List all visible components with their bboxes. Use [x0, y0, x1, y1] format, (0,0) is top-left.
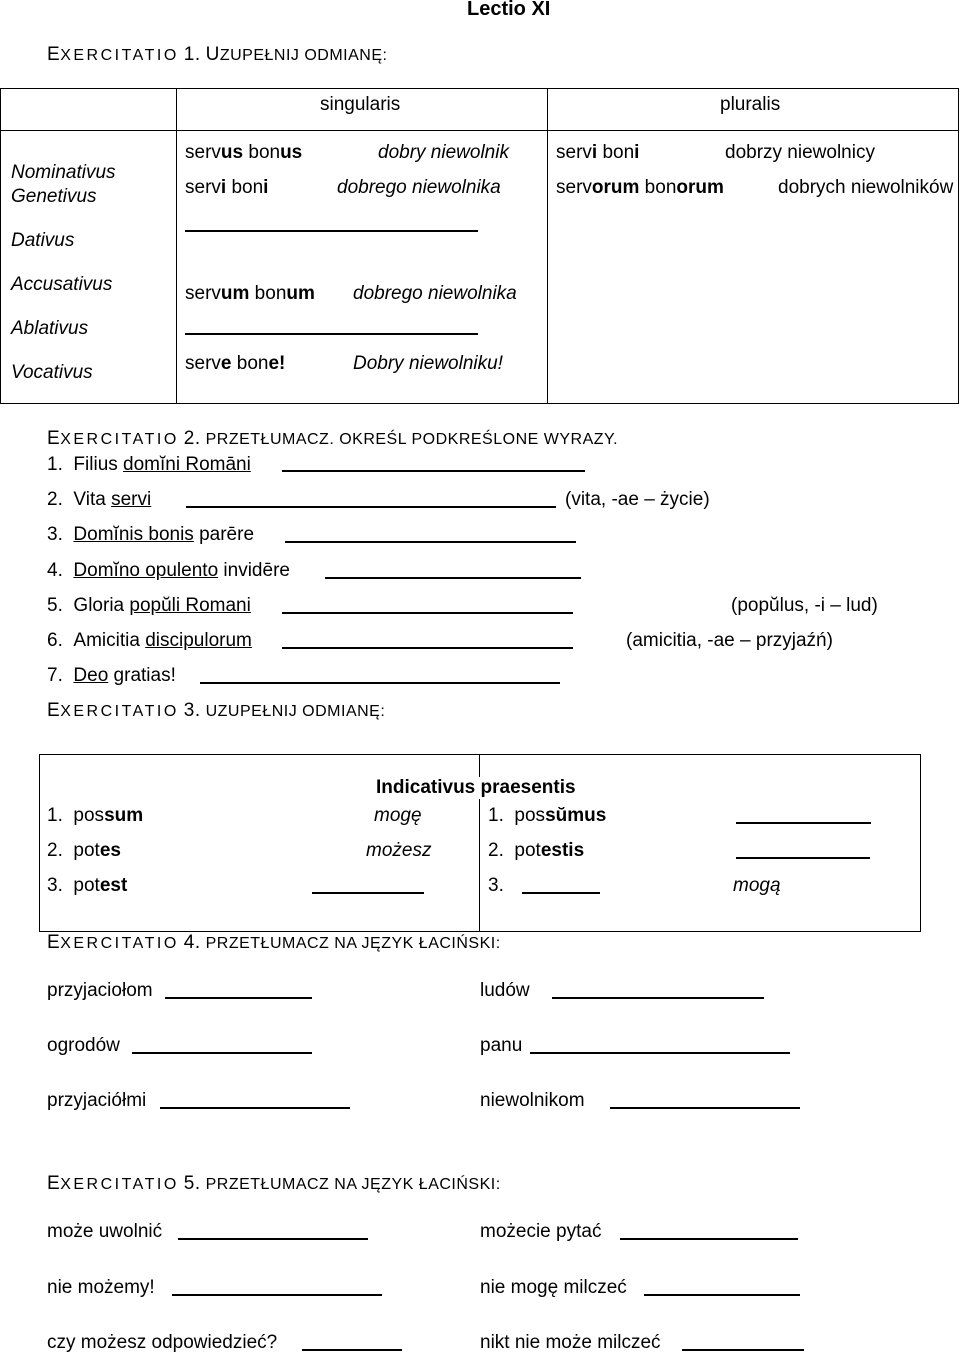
ex4-right-3-blank[interactable]	[610, 1107, 800, 1109]
ex2-blank-3[interactable]	[285, 541, 576, 543]
ex3-left-3: 3. potest	[47, 875, 128, 896]
ex3-right-2-blank[interactable]	[736, 857, 870, 859]
ex4-right-1-blank[interactable]	[552, 997, 764, 999]
ex4-right-2-blank[interactable]	[530, 1052, 790, 1054]
ex3-left-2: 2. potes	[47, 840, 121, 861]
pl-gen-translation: dobrych niewolników	[778, 177, 954, 198]
ex2-blank-6[interactable]	[282, 647, 573, 649]
ex5-left-3: czy możesz odpowiedzieć?	[47, 1332, 278, 1353]
ex3-right-3: 3.	[488, 875, 504, 896]
ex2-note-2: (vita, -ae – życie)	[565, 489, 710, 510]
sg-abl-blank[interactable]	[185, 333, 478, 335]
table-header-divider	[0, 130, 959, 131]
ex5-left-2-blank[interactable]	[172, 1294, 382, 1296]
ex5-left-1: może uwolnić	[47, 1221, 163, 1242]
ex2-item-6: 6. Amicitia discipulorum	[47, 630, 252, 651]
ex4-heading: EXERCITATIO 4. PRZETŁUMACZ NA JĘZYK ŁACIŃSKI:	[47, 932, 501, 953]
sg-dat-blank[interactable]	[185, 230, 478, 232]
ex5-left-3-blank[interactable]	[302, 1349, 402, 1351]
ex5-left-1-blank[interactable]	[178, 1238, 368, 1240]
sg-nom-translation: dobry niewolnik	[378, 142, 509, 163]
ex2-item-5: 5. Gloria popŭli Romani	[47, 595, 251, 616]
ex4-right-3: niewolnikom	[480, 1090, 585, 1111]
ex3-right-1: 1. possŭmus	[488, 805, 607, 826]
ex5-right-3-blank[interactable]	[682, 1349, 804, 1351]
ex3-right-3-blank[interactable]	[522, 892, 600, 894]
sg-voc-translation: Dobry niewolniku!	[353, 353, 503, 374]
ex4-left-2: ogrodów	[47, 1035, 120, 1056]
ex2-item-2: 2. Vita servi	[47, 489, 152, 510]
ex2-blank-1[interactable]	[282, 470, 585, 472]
ex5-right-3: nikt nie może milczeć	[480, 1332, 661, 1353]
ex1-heading-number: 1.	[183, 44, 201, 65]
ex2-blank-4[interactable]	[325, 577, 581, 579]
ex2-note-5: (popŭlus, -i – lud)	[731, 595, 878, 616]
ex5-right-2: nie mogę milczeć	[480, 1277, 627, 1298]
pl-nom-latin: servi boni	[556, 142, 640, 163]
case-genetivus: Genetivus	[11, 186, 97, 207]
case-nominativus: Nominativus	[11, 162, 116, 183]
case-ablativus: Ablativus	[11, 318, 89, 339]
ex4-right-2: panu	[480, 1035, 523, 1056]
indicative-title: Indicativus praesentis	[376, 777, 576, 798]
table-divider-2	[547, 88, 548, 404]
sg-gen-latin: servi boni	[185, 177, 269, 198]
ex2-item-1: 1. Filius domĭni Romāni	[47, 454, 251, 475]
sg-gen-translation: dobrego niewolnika	[337, 177, 501, 198]
sg-nom-latin: servus bonus	[185, 142, 303, 163]
ex3-heading: EXERCITATIO 3. UZUPEŁNIJ ODMIANĘ:	[47, 700, 386, 721]
col-pluralis: pluralis	[720, 94, 781, 115]
ex5-right-1-blank[interactable]	[620, 1238, 798, 1240]
ex4-left-2-blank[interactable]	[132, 1052, 312, 1054]
ex1-heading	[47, 44, 387, 66]
ex4-left-1: przyjaciołom	[47, 980, 153, 1001]
ex4-left-3: przyjaciółmi	[47, 1090, 147, 1111]
ex5-heading: EXERCITATIO 5. PRZETŁUMACZ NA JĘZYK ŁACIŃSKI:	[47, 1173, 501, 1194]
ex3-left-3-blank[interactable]	[312, 892, 424, 894]
ex4-left-3-blank[interactable]	[160, 1107, 350, 1109]
ex4-right-1: ludów	[480, 980, 530, 1001]
ex3-right-2: 2. potestis	[488, 840, 585, 861]
case-accusativus: Accusativus	[11, 274, 113, 295]
ex2-item-4: 4. Domĭno opulento invidēre	[47, 560, 290, 581]
ex1-heading-word: XERCITATIO	[60, 47, 179, 64]
pl-nom-translation: dobrzy niewolnicy	[725, 142, 875, 163]
ex3-left-1-tr: mogę	[374, 805, 422, 826]
ex5-left-2: nie możemy!	[47, 1277, 155, 1298]
pl-gen-latin: servorum bonorum	[556, 177, 724, 198]
ex3-right-1-blank[interactable]	[736, 822, 871, 824]
table-divider-1	[176, 88, 177, 404]
ex3-left-2-tr: możesz	[366, 840, 432, 861]
ex2-item-3: 3. Domĭnis bonis parēre	[47, 524, 255, 545]
ex5-right-2-blank[interactable]	[644, 1294, 800, 1296]
ex5-right-1: możecie pytać	[480, 1221, 602, 1242]
ex1-heading-prefix: E	[47, 44, 61, 65]
ex1-heading-text: ZUPEŁNIJ ODMIANĘ:	[219, 47, 388, 64]
ex2-blank-5[interactable]	[282, 612, 573, 614]
sg-acc-translation: dobrego niewolnika	[353, 283, 517, 304]
sg-voc-latin: serve bone!	[185, 353, 286, 374]
case-vocativus: Vocativus	[11, 362, 93, 383]
page-title: Lectio XI	[467, 0, 551, 20]
sg-acc-latin: servum bonum	[185, 283, 315, 304]
col-singularis: singularis	[320, 94, 401, 115]
ex2-blank-7[interactable]	[200, 682, 560, 684]
ex3-right-3-tr: mogą	[733, 875, 781, 896]
case-dativus: Dativus	[11, 230, 75, 251]
ex2-heading: EXERCITATIO 2. PRZETŁUMACZ. OKREŚL PODKREŚLONE WYRAZY.	[47, 428, 619, 449]
ex1-heading-cap: U	[205, 44, 220, 65]
ex3-left-1: 1. possum	[47, 805, 144, 826]
ex4-left-1-blank[interactable]	[165, 997, 312, 999]
ex2-item-7: 7. Deo gratias!	[47, 665, 176, 686]
ex2-note-6: (amicitia, -ae – przyjaźń)	[626, 630, 833, 651]
ex2-blank-2[interactable]	[186, 506, 556, 508]
